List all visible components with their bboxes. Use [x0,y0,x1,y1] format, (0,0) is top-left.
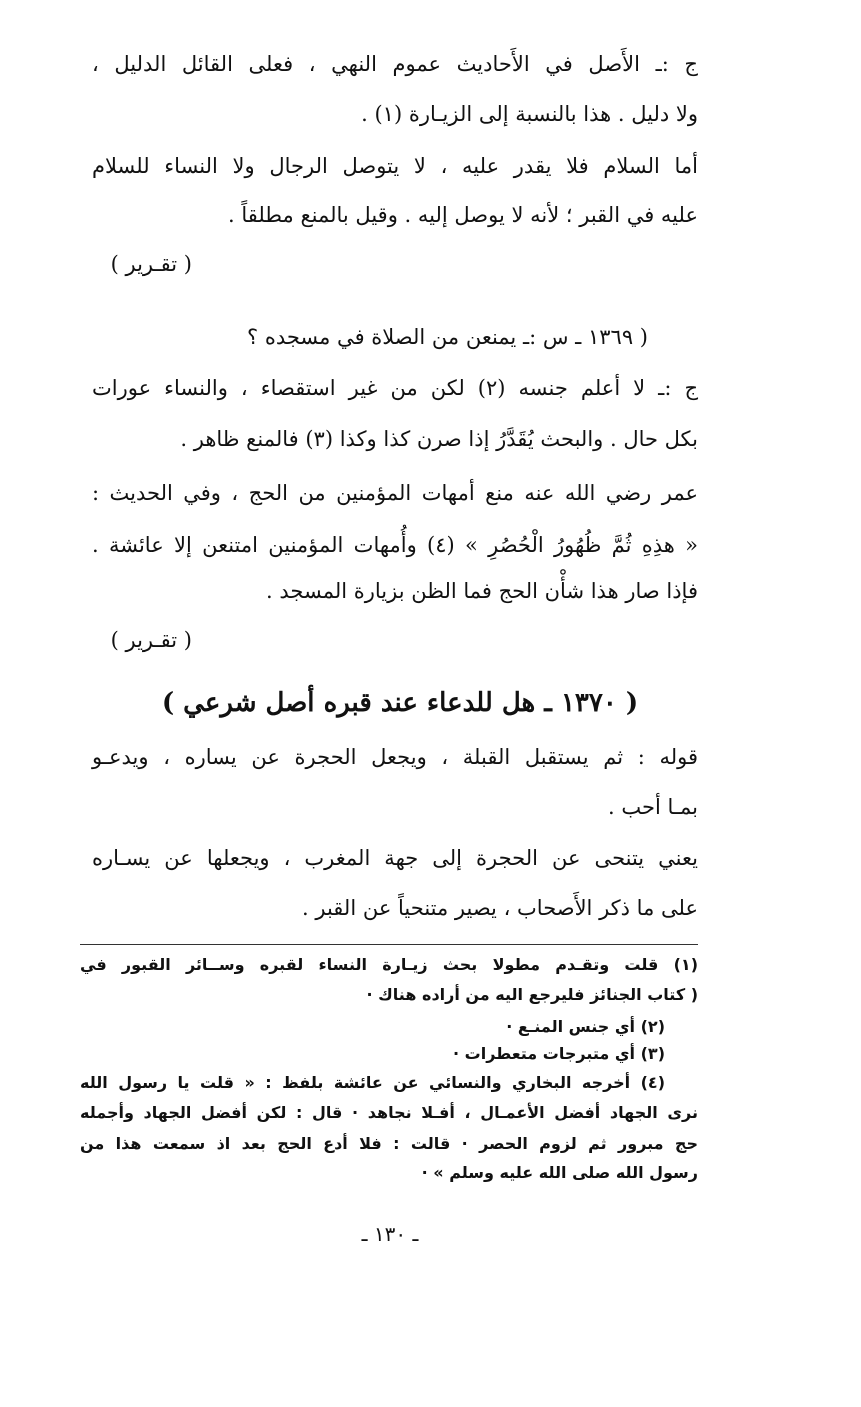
footnote-line: رسول الله صلى الله عليه وسلم » · [421,1163,698,1182]
body-line: عمر رضي الله عنه منع أمهات المؤمنين من الحج ، وفي الحديث : [92,481,698,505]
body-line: قوله : ثم يستقبل القبلة ، ويجعل الحجرة عن يساره ، ويدعـو [92,745,698,769]
footnote-separator [80,944,698,945]
body-line: ج :ـ الأَصل في الأَحاديث عموم النهي ، فعلى القائل الدليل ، [92,52,698,76]
body-line: عليه في القبر ؛ لأنه لا يوصل إليه . وقيل بالمنع مطلقاً . [227,203,698,227]
body-line: فإذا صار هذا شأْن الحج فما الظن بزيارة المسجد . [266,579,698,603]
body-line: ج :ـ لا أعلم جنسه (٢) لكن من غير استقصاء ، والنساء عورات [92,376,698,400]
footnote-line: حج مبرور ثم لزوم الحصر · قالت : فلا أدع الحج بعد اذ سمعت هذا من [80,1134,698,1153]
body-line: بمـا أحب . [608,795,698,819]
body-line: بكل حال . والبحث يُقَدَّرُ إذا صرن كذا وكذا (٣) فالمنع ظاهر . [180,427,698,451]
footnote-line: ( كتاب الجنائز فليرجع اليه من أراده هناك · [366,985,698,1004]
footnote-line: (٤) أخرجه البخاري والنسائي عن عائشة بلفظ : « قلت يا رسول الله [80,1073,665,1092]
taqrir-label: ( تقـرير ) [110,252,192,276]
footnote-line: نرى الجهاد أفضل الأعمـال ، أفـلا نجاهد · قال : لكن أفضل الجهاد وأجمله [80,1103,698,1122]
body-line: « هذِهِ ثُمَّ ظُهُورُ الْحُصُرِ » (٤) وأُمهات المؤمنين امتنعن إلا عائشة . [92,533,698,557]
footnote-line: (٣) أي متبرجات متعطرات · [452,1044,665,1063]
page-number: ـ ١٣٠ ـ [361,1222,419,1246]
footnote-line: (٢) أي جنس المنـع · [506,1017,665,1036]
body-line: أما السلام فلا يقدر عليه ، لا يتوصل الرجال ولا النساء للسلام [92,154,698,178]
footnote-line: (١) قلت وتقـدم مطولا بحث زيـارة النساء لقبره وســائر القبور في [80,955,698,974]
body-line: ولا دليل . هذا بالنسبة إلى الزيـارة (١) . [361,102,698,126]
section-heading: ( ١٣٧٠ ـ هل للدعاء عند قبره أصل شرعي ) [161,688,639,718]
question-line: ( ١٣٦٩ ـ س :ـ يمنعن من الصلاة في مسجده ؟ [247,325,648,349]
body-line: على ما ذكر الأَصحاب ، يصير متنحياً عن القبر . [302,896,698,920]
body-line: يعني يتنحى عن الحجرة إلى جهة المغرب ، ويجعلها عن يسـاره [92,846,698,870]
taqrir-label: ( تقـرير ) [110,628,192,652]
